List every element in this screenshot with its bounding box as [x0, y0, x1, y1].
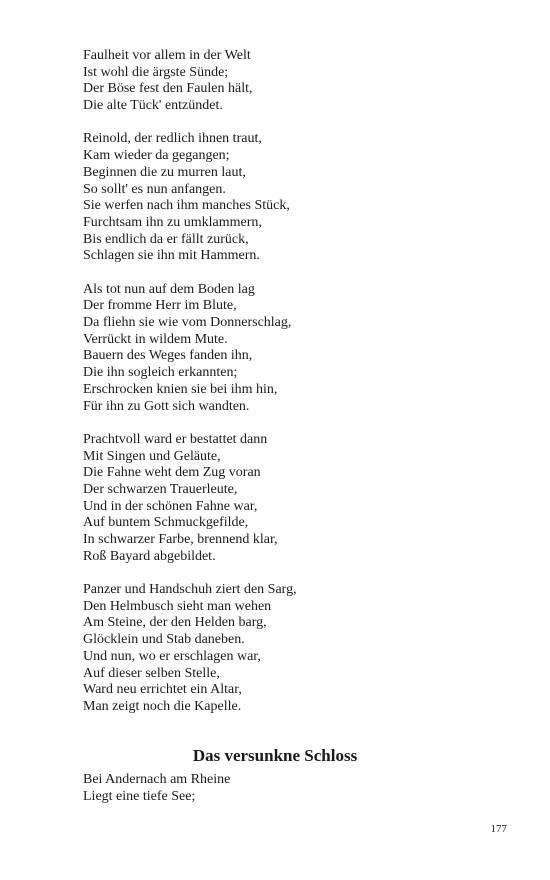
stanza: [83, 131, 503, 265]
poem-line: Bauern des Weges fanden ihn,: [83, 348, 253, 364]
poem-line: Glöcklein und Stab daneben.: [83, 632, 245, 648]
poem-line: Mit Singen und Geläute,: [83, 448, 221, 464]
poem-line: In schwarzer Farbe, brennend klar,: [83, 532, 278, 548]
poem-line: Den Helmbusch sieht man wehen: [83, 598, 272, 614]
poem-line: Verrückt in wildem Mute.: [83, 331, 228, 347]
poem-line: Die Fahne weht dem Zug voran: [83, 465, 261, 481]
poem-line: Und in der schönen Fahne war,: [83, 498, 258, 514]
poem-line: Der schwarzen Trauerleute,: [83, 481, 238, 497]
poem-line: Auf buntem Schmuckgefilde,: [83, 515, 249, 531]
poem-line: Schlagen sie ihn mit Hammern.: [83, 248, 260, 264]
poem-line: Beginnen die zu murren laut,: [83, 164, 246, 180]
poem-body: [83, 48, 503, 732]
poem-line: Am Steine, der den Helden barg,: [83, 615, 267, 631]
stanza: [83, 48, 503, 115]
poem-line: Roß Bayard abgebildet.: [83, 548, 216, 564]
poem-line: Panzer und Handschuh ziert den Sarg,: [83, 582, 297, 598]
poem-line: Auf dieser selben Stelle,: [83, 665, 220, 681]
poem-line: Liegt eine tiefe See;: [83, 788, 196, 804]
poem-line: Da fliehn sie wie vom Donnerschlag,: [83, 315, 292, 331]
poem-line: Erschrocken knien sie bei ihm hin,: [83, 381, 278, 397]
poem-line: Die ihn sogleich erkannten;: [83, 365, 238, 381]
poem-line: Ward neu errichtet ein Altar,: [83, 682, 242, 698]
page-number: 177: [490, 823, 507, 835]
poem-line: Die alte Tück' entzündet.: [83, 98, 223, 114]
poem-line: Der Böse fest den Faulen hält,: [83, 81, 253, 97]
poem-line: Der fromme Herr im Blute,: [83, 298, 237, 314]
poem-line: Bis endlich da er fällt zurück,: [83, 231, 249, 247]
stanza: [83, 432, 503, 566]
poem-line: Man zeigt noch die Kapelle.: [83, 698, 242, 714]
poem-line: Ist wohl die ärgste Sünde;: [83, 64, 229, 80]
poem-line: Und nun, wo er erschlagen war,: [83, 648, 261, 664]
stanza: [83, 582, 503, 716]
poem-line: Prachtvoll ward er bestattet dann: [83, 431, 268, 447]
poem-line: Für ihn zu Gott sich wandten.: [83, 398, 250, 414]
poem-line: Als tot nun auf dem Boden lag: [83, 281, 255, 297]
next-poem-body: [83, 772, 503, 805]
stanza: [83, 282, 503, 416]
poem-line: So sollt' es nun anfangen.: [83, 181, 226, 197]
poem-title: Das versunkne Schloss: [192, 746, 358, 765]
poem-line: Reinold, der redlich ihnen traut,: [83, 131, 262, 147]
poem-line: Sie werfen nach ihm manches Stück,: [83, 198, 290, 214]
poem-line: Furchtsam ihn zu umklammern,: [83, 214, 262, 230]
poem-line: Faulheit vor allem in der Welt: [83, 48, 251, 63]
poem-line: Bei Andernach am Rheine: [83, 772, 231, 787]
poem-line: Kam wieder da gegangen;: [83, 148, 230, 164]
